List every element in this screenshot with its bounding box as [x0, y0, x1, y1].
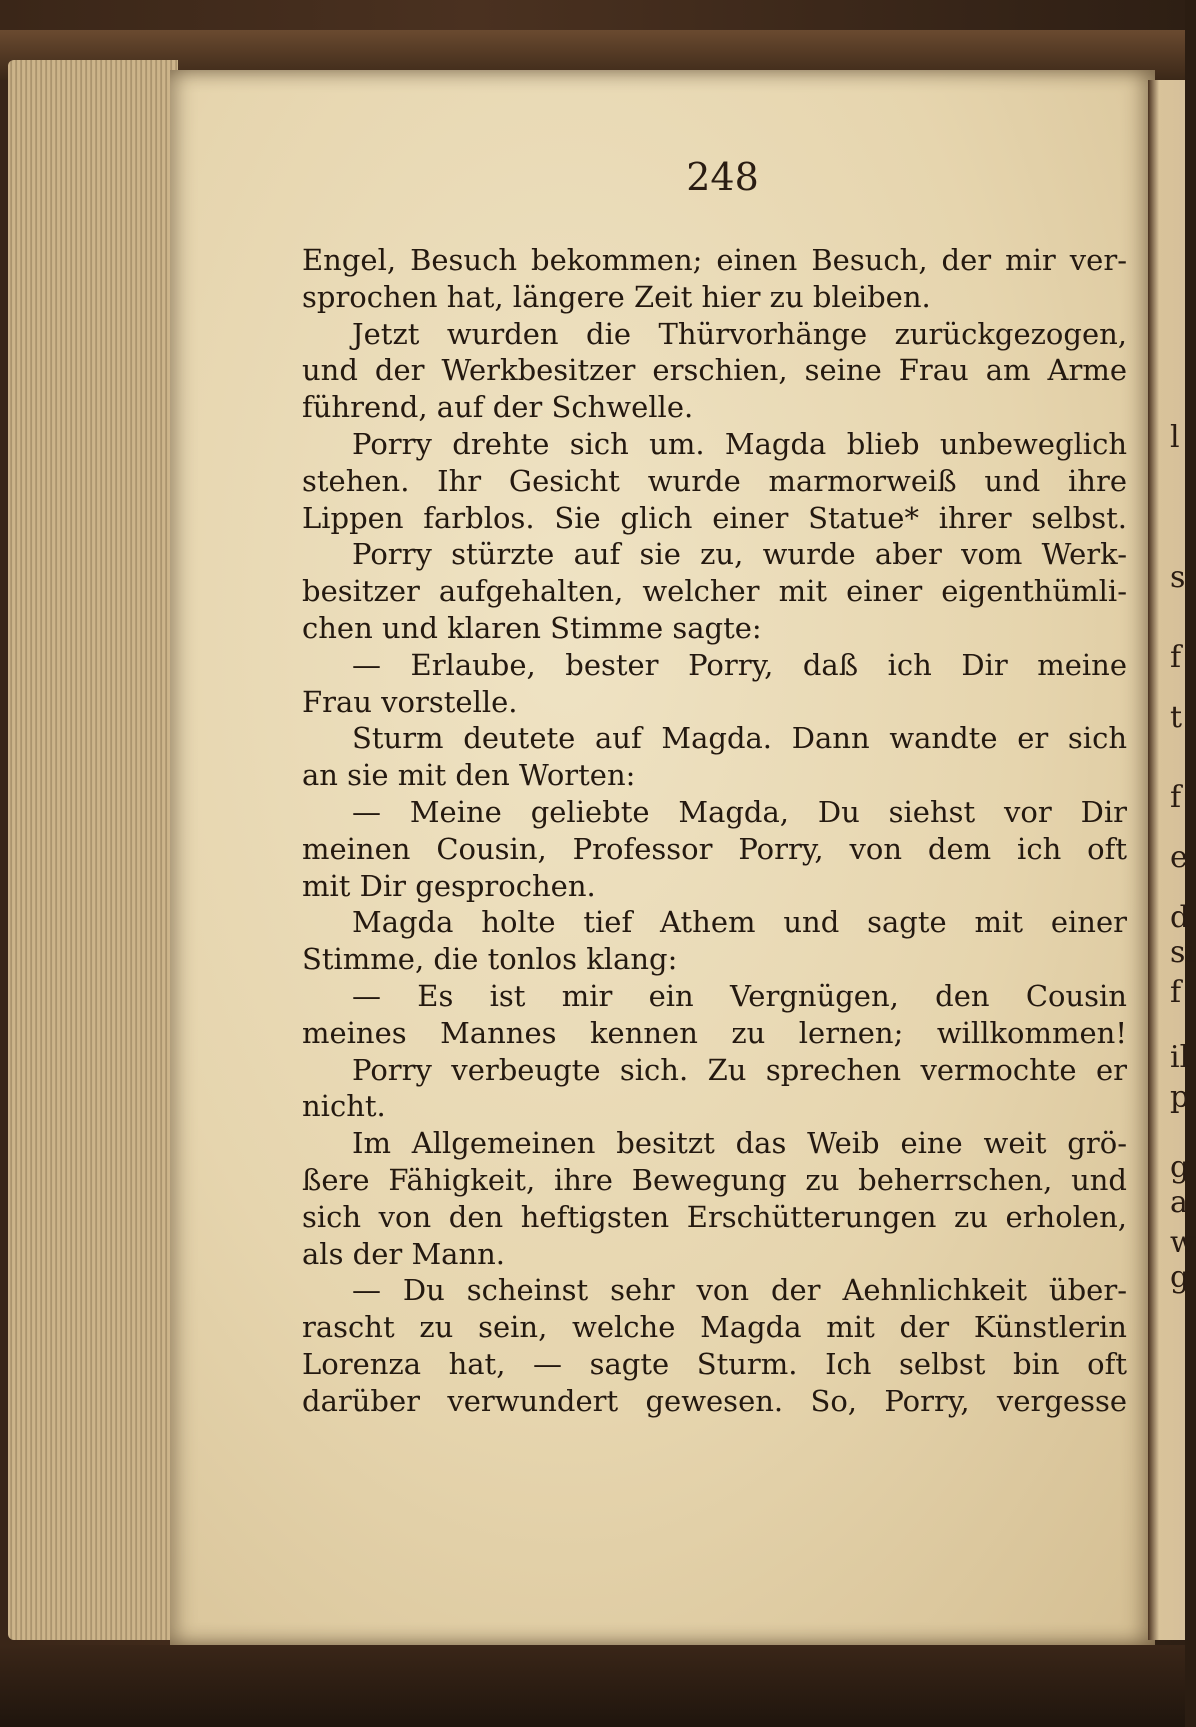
page-stack-edge [8, 60, 178, 1640]
text-line: darüber verwundert gewesen. So, Porry, vergesse [302, 1383, 1127, 1418]
text-line: Stimme, die tonlos klang: [302, 942, 678, 977]
text-line: Jetzt wurden die Thürvorhänge zurückgezogen, [352, 316, 1127, 351]
text-line: führend, auf der Schwelle. [302, 390, 694, 425]
text-line: stehen. Ihr Gesicht wurde marmorweiß und ihre [302, 463, 1127, 498]
adjacent-text-fragment: f [1170, 780, 1182, 815]
book-page [170, 70, 1155, 1645]
adjacent-page-edge [1148, 80, 1196, 1640]
text-line: rascht zu sein, welche Magda mit der Künstlerin [302, 1310, 1127, 1345]
text-line: an sie mit den Worten: [302, 758, 636, 793]
adjacent-text-fragment: t [1170, 700, 1183, 735]
adjacent-text-fragment: a [1170, 1185, 1188, 1220]
text-line: nicht. [302, 1089, 386, 1124]
adjacent-text-fragment: e [1170, 840, 1188, 875]
book-cover-bottom [0, 1645, 1185, 1727]
text-line: — Meine geliebte Magda, Du siehst vor Dir [352, 794, 1127, 829]
text-line: und der Werkbesitzer erschien, seine Frau am Arme [302, 353, 1127, 388]
adjacent-text-fragment: w [1170, 1225, 1196, 1260]
text-line: besitzer aufgehalten, welcher mit einer eigenthümli- [302, 574, 1127, 609]
text-line: als der Mann. [302, 1236, 506, 1271]
adjacent-text-fragment: g [1170, 1260, 1190, 1295]
text-line: meinen Cousin, Professor Porry, von dem ich oft [302, 831, 1127, 866]
adjacent-text-fragment: l [1170, 420, 1180, 455]
page-text [302, 242, 1127, 1420]
text-line: Porry verbeugte sich. Zu sprechen vermochte er [352, 1052, 1127, 1087]
text-line: Magda holte tief Athem und sagte mit einer [352, 905, 1127, 940]
text-line: — Erlaube, bester Porry, daß ich Dir meine [352, 647, 1127, 682]
text-line: — Es ist mir ein Vergnügen, den Cousin [352, 978, 1127, 1013]
text-line: meines Mannes kennen zu lernen; willkommen! [302, 1015, 1127, 1050]
text-line: chen und klaren Stimme sagte: [302, 610, 762, 645]
text-line: Sturm deutete auf Magda. Dann wandte er sich [352, 721, 1127, 756]
adjacent-text-fragment: s [1170, 560, 1186, 595]
text-line: Engel, Besuch bekommen; einen Besuch, der mir ver- [302, 243, 1127, 277]
text-line: mit Dir gesprochen. [302, 868, 596, 903]
text-line: sprochen hat, längere Zeit hier zu bleiben. [302, 279, 931, 314]
adjacent-text-fragment: f [1170, 975, 1182, 1010]
text-line: sich von den heftigsten Erschütterungen zu erholen, [302, 1199, 1127, 1234]
adjacent-text-fragment: f [1170, 640, 1182, 675]
adjacent-text-fragment: il [1170, 1040, 1190, 1075]
adjacent-text-fragment: si [1170, 935, 1195, 970]
adjacent-text-fragment: p [1170, 1080, 1190, 1115]
text-line: Porry drehte sich um. Magda blieb unbeweglich [352, 426, 1127, 461]
text-line: ßere Fähigkeit, ihre Bewegung zu beherrschen, und [302, 1162, 1127, 1197]
adjacent-text-fragment: d [1170, 900, 1190, 935]
text-line: Lippen farblos. Sie glich einer Statue* ihrer selbst. [302, 500, 1127, 535]
text-line: Porry stürzte auf sie zu, wurde aber vom Werk- [352, 537, 1127, 572]
page-number: 248 [686, 155, 759, 199]
adjacent-text-fragment: g [1170, 1150, 1190, 1185]
text-line: Frau vorstelle. [302, 684, 518, 719]
text-line: Im Allgemeinen besitzt das Weib eine weit grö- [352, 1126, 1127, 1161]
text-line: Lorenza hat, — sagte Sturm. Ich selbst bin oft [302, 1346, 1127, 1381]
text-line: — Du scheinst sehr von der Aehnlichkeit über- [352, 1273, 1127, 1308]
